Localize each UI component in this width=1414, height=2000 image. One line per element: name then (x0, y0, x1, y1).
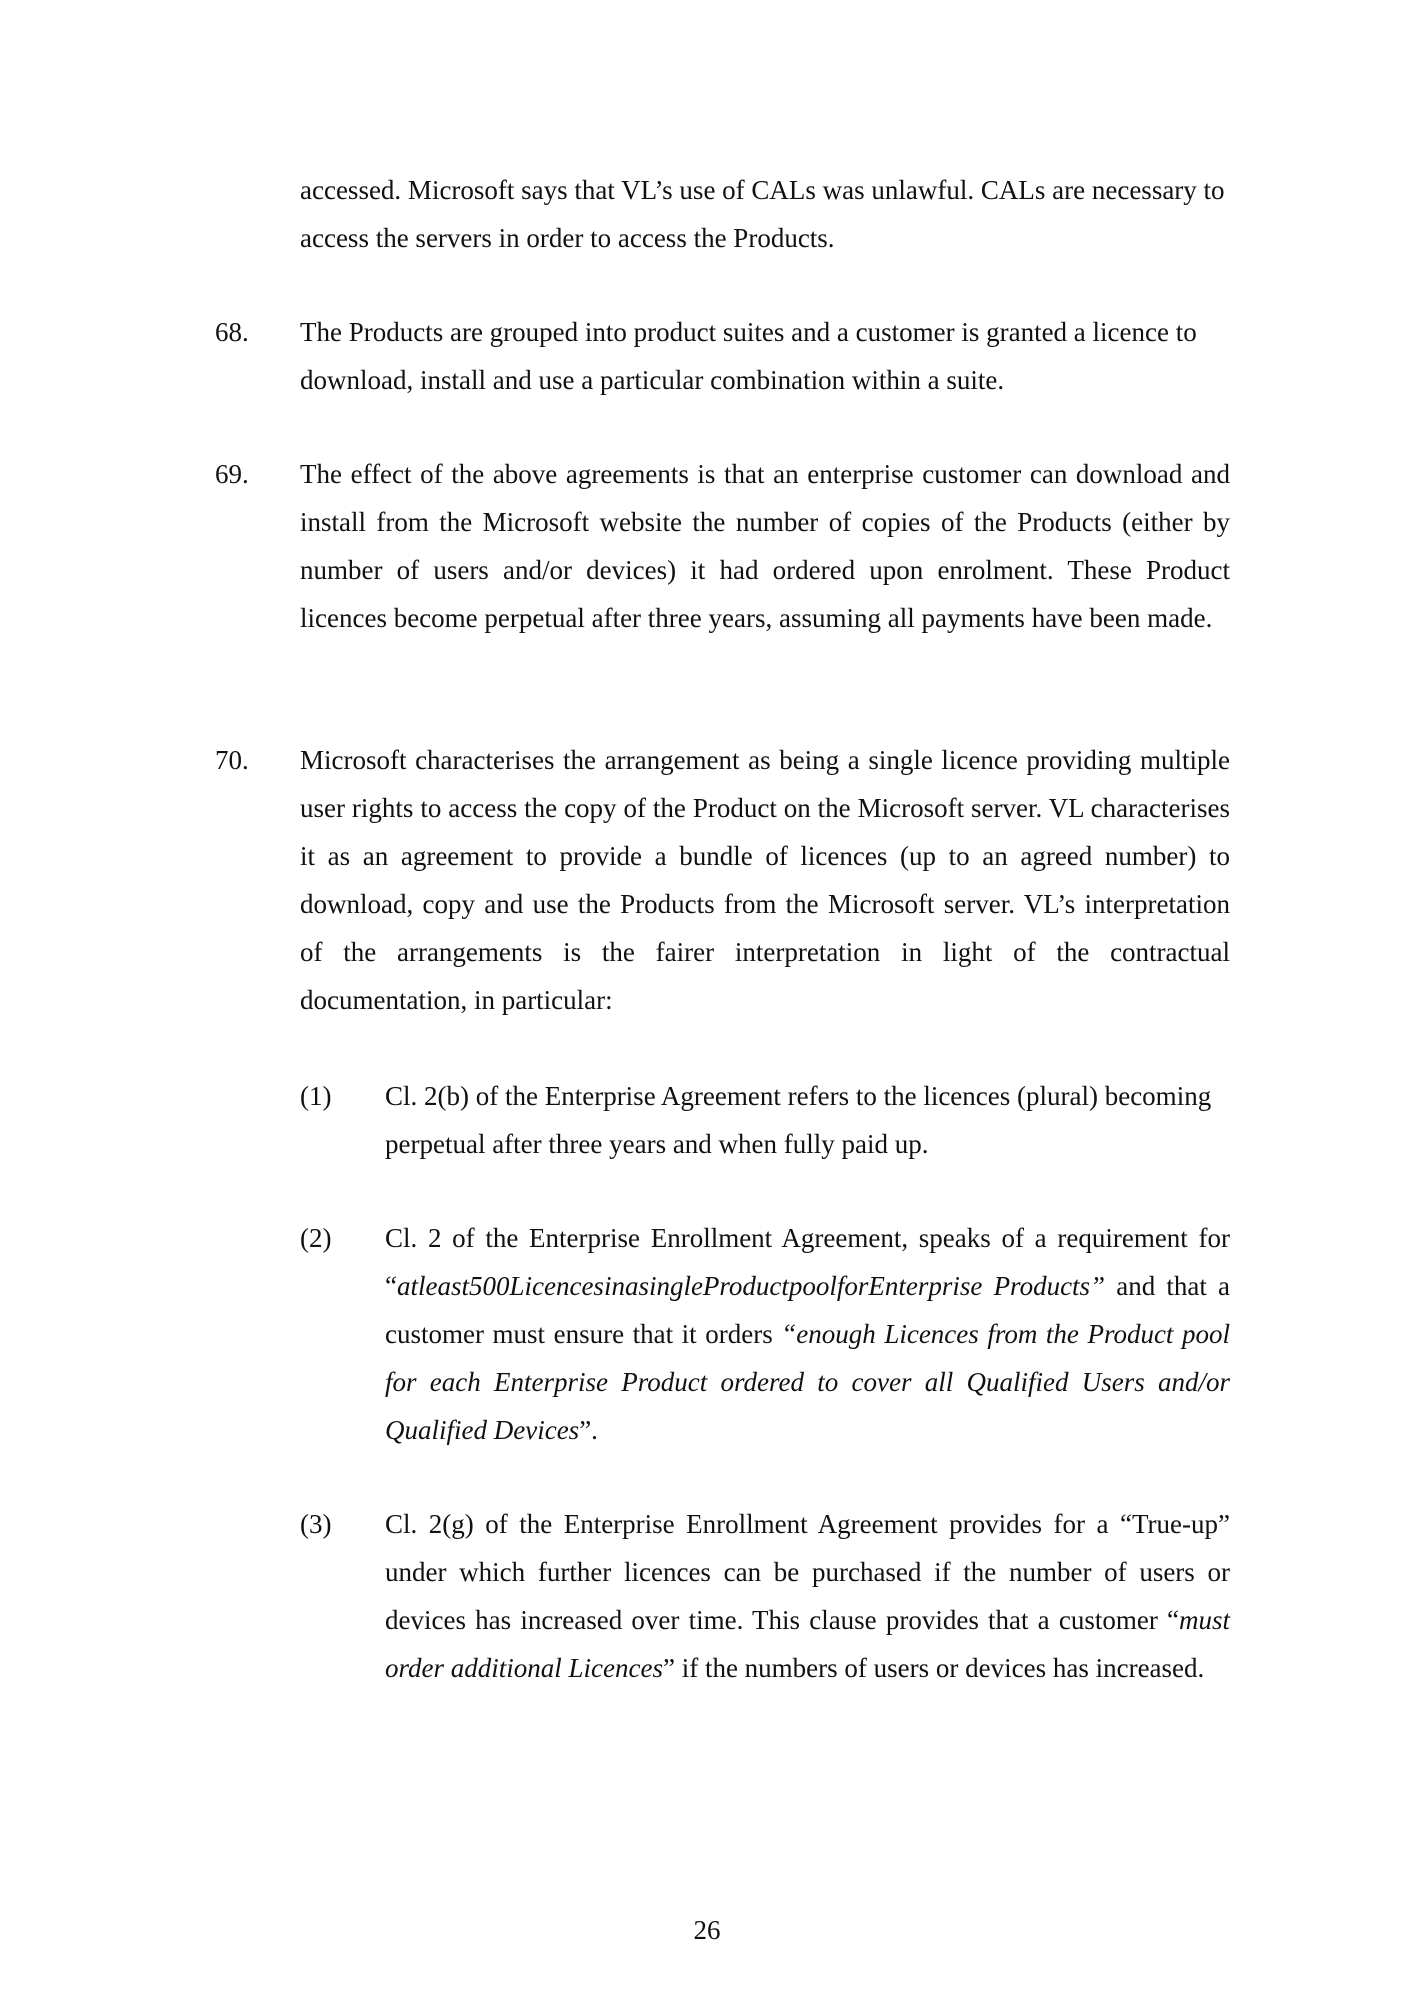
quoted-text: must order additional Licences (385, 1605, 1230, 1683)
subparagraph-number: (3) (300, 1509, 332, 1539)
subparagraph-text: Cl. 2(b) of the Enterprise Agreement refers to the licences (plural) becoming perpetual after three years and when fully paid up. (385, 1081, 1212, 1159)
paragraph-number: 68. (215, 317, 249, 347)
subparagraph-3 (300, 1500, 1230, 1692)
paragraph-text: accessed. Microsoft says that VL’s use of CALs was unlawful. CALs are necessary to access the servers in order to access the Products. (300, 175, 1225, 253)
paragraph-text: Microsoft characterises the arrangement as being a single licence providing multiple user rights to access the copy of the Product on the Microsoft server. VL characterises it as an agreement to provide a bundle of licences (up to an agreed number) to download, copy and use the Products from the Microsoft server. VL’s interpretation of the arrangements is the fairer interpretation in light of the contractual documentation, in particular: (300, 745, 1230, 1015)
paragraph-text: The effect of the above agreements is that an enterprise customer can download and install from the Microsoft website the number of copies of the Products (either by number of users and/or devices) it had ordered upon enrolment. These Product licences become perpetual after three years, assuming all payments have been made. (300, 459, 1230, 633)
subparagraph-2 (300, 1214, 1230, 1454)
text-segment: ” if the numbers of users or devices has increased. (662, 1653, 1205, 1683)
quoted-text: atleast500LicencesinasingleProductpoolforEnterprise Products” (396, 1271, 1106, 1301)
subparagraph-number: (2) (300, 1223, 332, 1253)
paragraph-70 (215, 736, 1230, 1024)
text-segment: and that a customer must ensure that it orders (385, 1271, 1230, 1349)
text-segment: Cl. 2 of the Enterprise Enrollment Agreement, speaks of a requirement for “ (385, 1223, 1230, 1301)
page-number: 26 (693, 1915, 721, 1945)
subparagraph-text (385, 1214, 1230, 1454)
paragraph-69 (215, 450, 1230, 642)
quoted-text: “enough Licences from the Product pool for each Enterprise Product ordered to cover all Qualified Users and/or Qualified Devices (385, 1319, 1230, 1445)
paragraph-number: 69. (215, 459, 249, 489)
subparagraph-number: (1) (300, 1081, 332, 1111)
text-segment: Cl. 2(g) of the Enterprise Enrollment Agreement provides for a “True-up” under which further licences can be purchased if the number of users or devices has increased over time. This clause provides that a customer “ (385, 1509, 1230, 1635)
paragraph-text: The Products are grouped into product suites and a customer is granted a licence to download, install and use a particular combination within a suite. (300, 317, 1197, 395)
text-segment: ”. (579, 1415, 598, 1445)
paragraph-number: 70. (215, 745, 249, 775)
continuation-paragraph (215, 166, 1230, 262)
paragraph-68 (215, 308, 1230, 404)
subparagraph-1 (300, 1072, 1230, 1168)
subparagraph-text (385, 1500, 1230, 1692)
